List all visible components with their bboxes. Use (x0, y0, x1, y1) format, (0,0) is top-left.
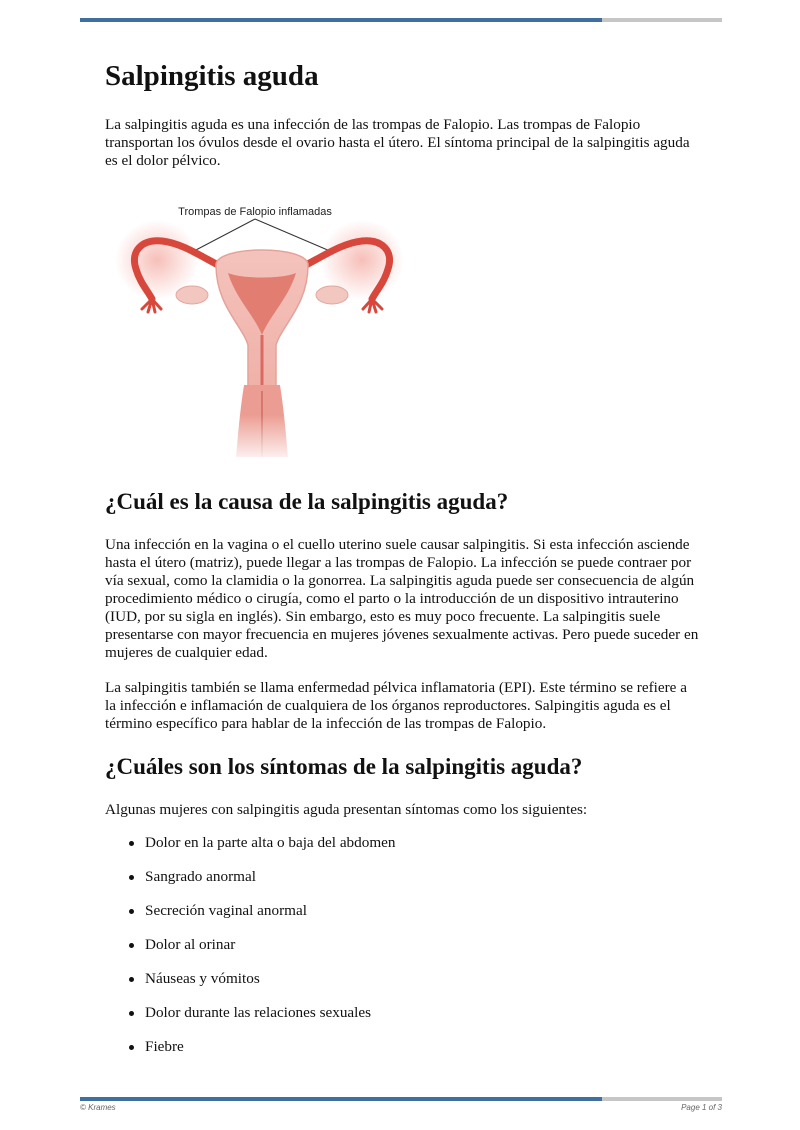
list-item-text: Dolor al orinar (145, 936, 236, 953)
list-item (105, 868, 396, 902)
header-rule-grey (602, 18, 722, 22)
list-item-text: Dolor durante las relaciones sexuales (145, 1004, 372, 1021)
symptom-list (105, 834, 396, 1072)
bottom-fade (222, 415, 302, 465)
ovary-right (316, 286, 348, 304)
list-item-text: Sangrado anormal (145, 868, 256, 885)
bullet-icon (129, 1045, 134, 1050)
footer-rule (80, 1097, 722, 1101)
list-item-text: Fiebre (145, 1038, 184, 1055)
bullet-icon (129, 841, 134, 846)
list-item (105, 1004, 396, 1038)
bullet-icon (129, 909, 134, 914)
heading-causa: ¿Cuál es la causa de la salpingitis aguda? (105, 489, 509, 514)
ovary-left (176, 286, 208, 304)
causa-paragraph-1: Una infección en la vagina o el cuello uterino suele causar salpingitis. Si esta infección asciende hasta el útero (matriz), puede llegar a las trompas de Falopio. La infección se puede contraer por vía sexual, como la clamidia o la gonorrea. La salpingitis aguda puede ser consecuencia de algún procedimiento médico o cirugía, como el parto o la introducción de un dispositivo intrauterino (IUD, por su sigla en inglés). Sin embargo, esto es muy poco frecuente. La salpingitis suele presentarse con mayor frecuencia en mujeres jóvenes sexualmente activas. Pero puede suceder en mujeres de cualquier edad. (105, 536, 699, 661)
sintomas-lead: Algunas mujeres con salpingitis aguda presentan síntomas como los siguientes: (105, 801, 588, 818)
list-item (105, 936, 396, 970)
list-item-text: Náuseas y vómitos (145, 970, 260, 987)
bullet-icon (129, 977, 134, 982)
anatomy-illustration (112, 195, 412, 465)
footer-rule-blue (80, 1097, 602, 1101)
causa-paragraph-2: La salpingitis también se llama enfermedad pélvica inflamatoria (EPI). Este término se refiere a la infección e inflamación de cualquiera de los órganos reproductores. Salpingitis aguda es el término específico para hablar de la infección de las trompas de Falopio. (105, 679, 687, 732)
page-title: Salpingitis aguda (105, 60, 319, 92)
list-item-text: Secreción vaginal anormal (145, 902, 307, 919)
header-rule-blue (80, 18, 602, 22)
bullet-icon (129, 943, 134, 948)
title-block (105, 56, 700, 96)
footer-page-number: Page 1 of 3 (681, 1103, 722, 1112)
uterus-diagram (112, 195, 412, 465)
label-leader-left (194, 219, 255, 251)
list-item (105, 970, 396, 1004)
footer-rule-grey (602, 1097, 722, 1101)
bullet-icon (129, 1011, 134, 1016)
heading-sintomas: ¿Cuáles son los síntomas de la salpingitis aguda? (105, 754, 583, 779)
label-leader-right (255, 219, 330, 251)
list-item (105, 902, 396, 936)
header-rule (80, 18, 722, 22)
intro-paragraph: La salpingitis aguda es una infección de las trompas de Falopio. Las trompas de Falopio transportan los óvulos desde el ovario hasta el útero. El síntoma principal de la salpingitis aguda es el dolor pélvico. (105, 116, 690, 169)
figure-label: Trompas de Falopio inflamadas (178, 206, 332, 218)
bullet-icon (129, 875, 134, 880)
footer-copyright: © Krames (80, 1103, 116, 1112)
list-item (105, 1038, 396, 1072)
list-item-text: Dolor en la parte alta o baja del abdomen (145, 834, 396, 851)
list-item (105, 834, 396, 868)
